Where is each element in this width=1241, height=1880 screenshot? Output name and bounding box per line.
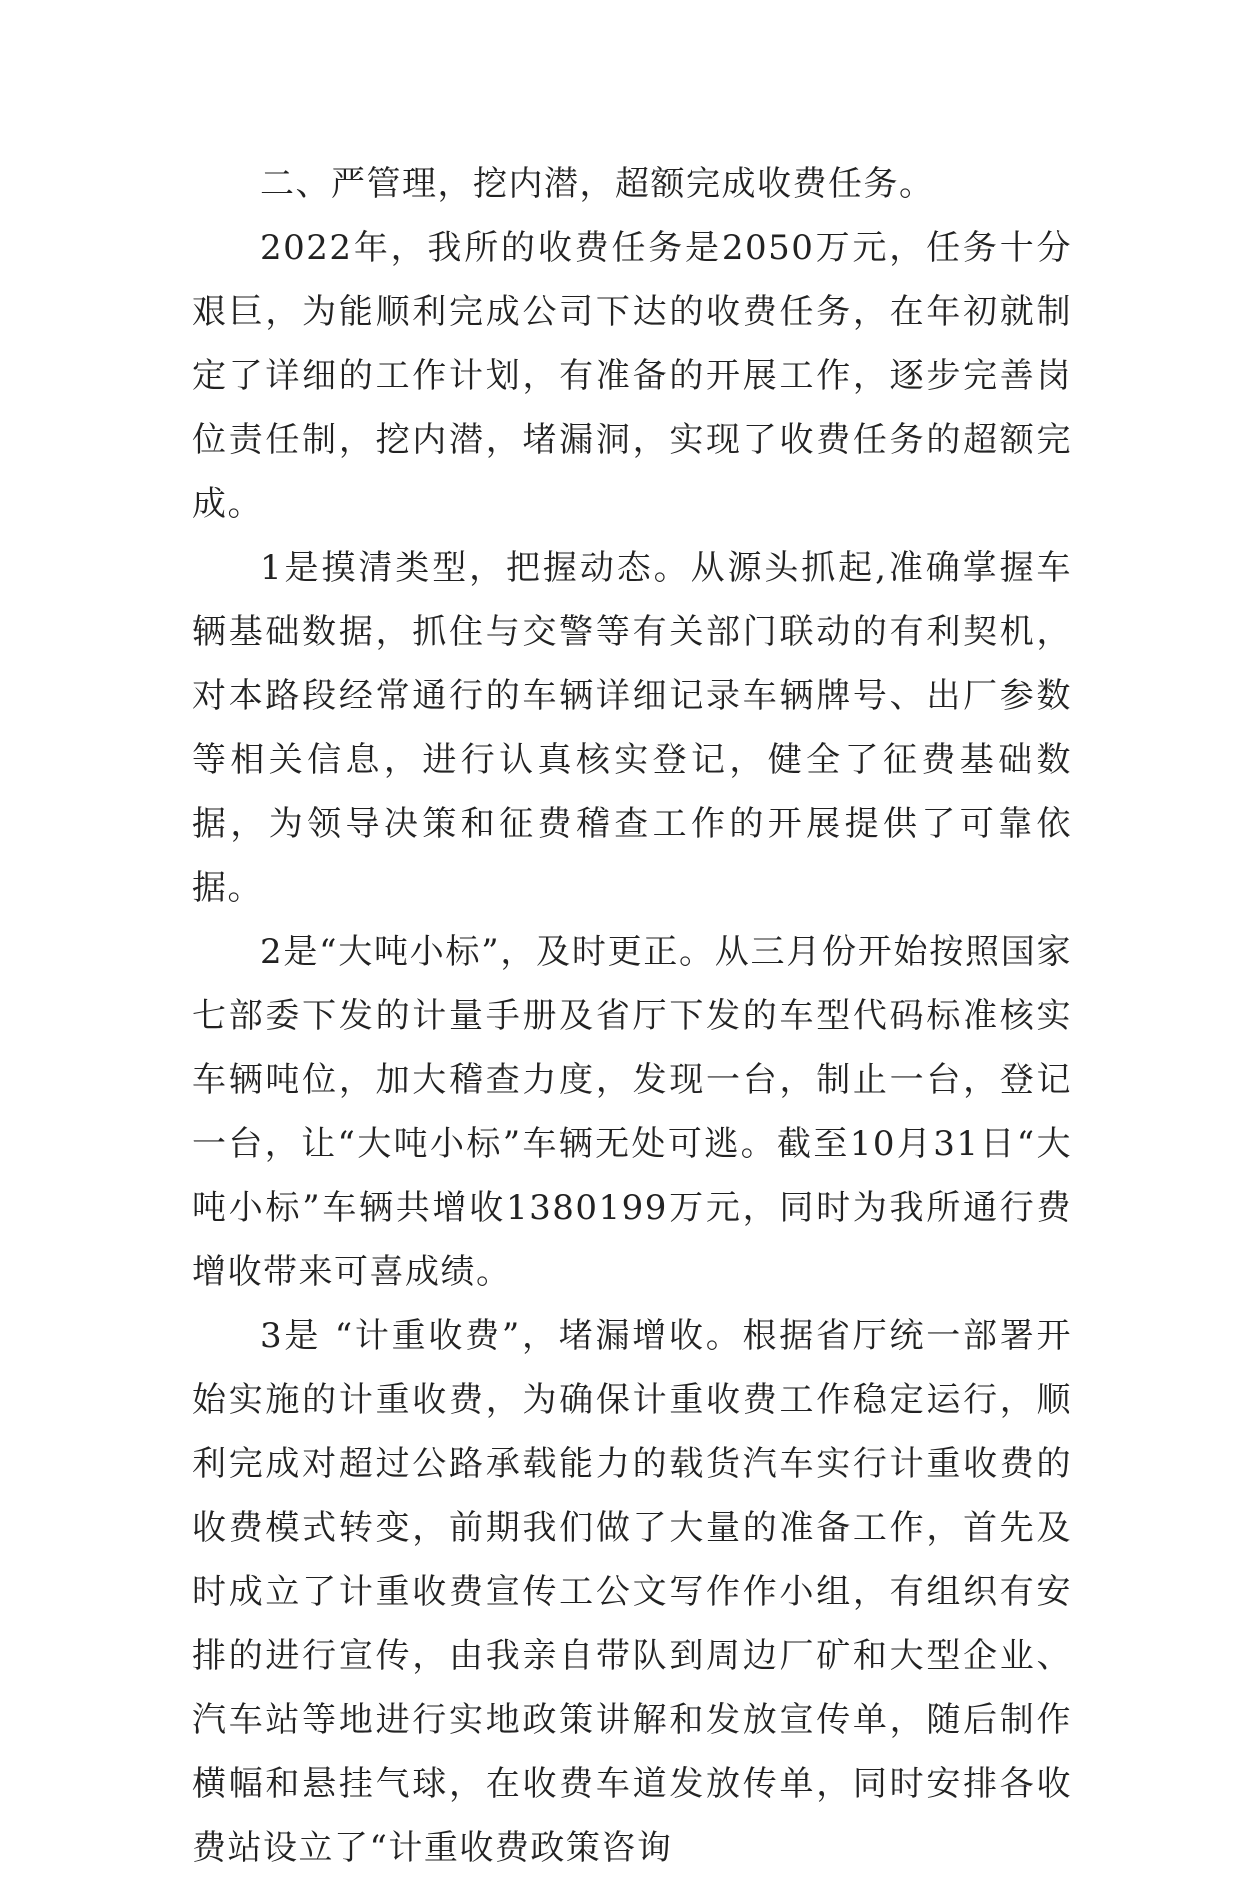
paragraph-item-2: 2是“大吨小标”，及时更正。从三月份开始按照国家七部委下发的计量手册及省厅下发的车型代码标准核实车辆吨位，加大稽查力度，发现一台，制止一台，登记一台，让“大吨小标”车辆无处可逃。截至10月31日“大吨小标”车辆共增收1380199万元，同时为我所通行费增收带来可喜成绩。: [192, 932, 1072, 1292]
paragraph-item-3: 3是 “计重收费”，堵漏增收。根据省厅统一部署开始实施的计重收费，为确保计重收费工作稳定运行，顺利完成对超过公路承载能力的载货汽车实行计重收费的收费模式转变，前期我们做了大量的准备工作，首先及时成立了计重收费宣传工公文写作作小组，有组织有安排的进行宣传，由我亲自带队到周边厂矿和大型企业、汽车站等地进行实地政策讲解和发放宣传单，随后制作横幅和悬挂气球，在收费车道发放传单，同时安排各收费站设立了“计重收费政策咨询: [192, 1316, 1072, 1868]
section-heading: 二、严管理，挖内潜，超额完成收费任务。: [260, 164, 935, 204]
paragraph-intro: 2022年，我所的收费任务是2050万元，任务十分艰巨，为能顺利完成公司下达的收费任务，在年初就制定了详细的工作计划，有准备的开展工作，逐步完善岗位责任制，挖内潜，堵漏洞，实现了收费任务的超额完成。: [192, 228, 1072, 524]
paragraph-item-1: 1是摸清类型，把握动态。从源头抓起,准确掌握车辆基础数据，抓住与交警等有关部门联动的有利契机，对本路段经常通行的车辆详细记录车辆牌号、出厂参数等相关信息，进行认真核实登记，健全了征费基础数据，为领导决策和征费稽查工作的开展提供了可靠依据。: [192, 548, 1072, 908]
document-body: [192, 152, 1072, 1880]
